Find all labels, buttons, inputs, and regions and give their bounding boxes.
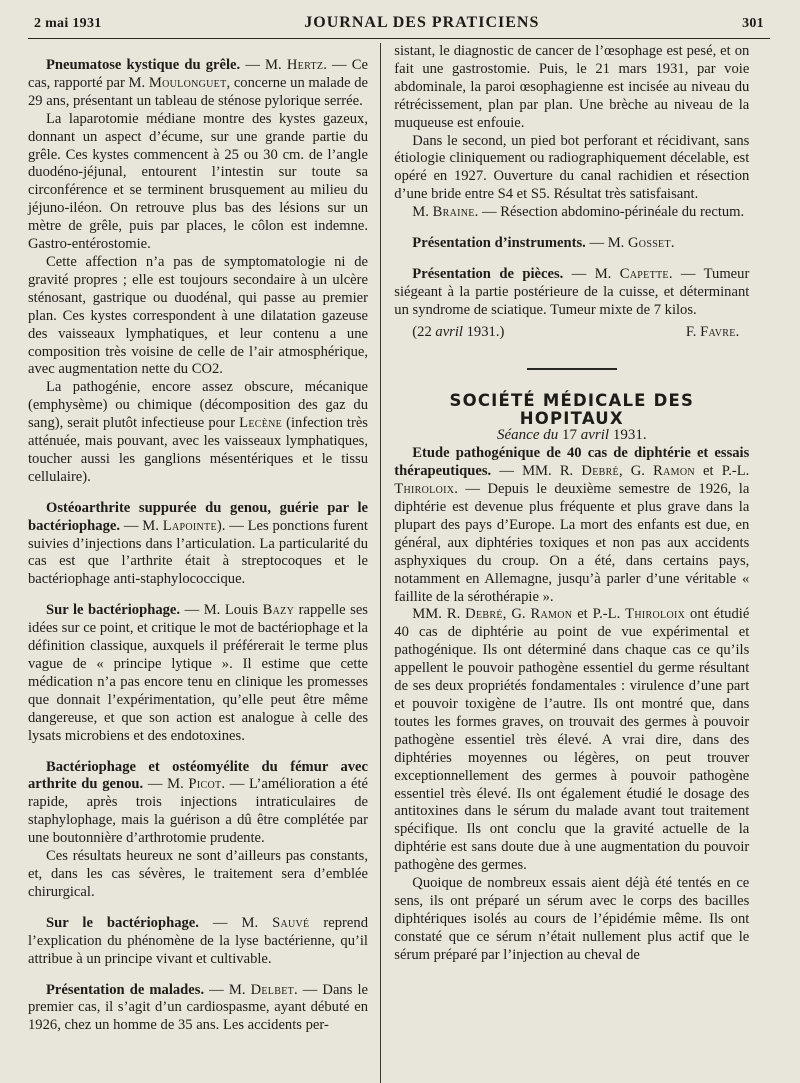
- author-name: Gosset: [627, 235, 671, 252]
- separator: et P.-L.: [572, 606, 626, 623]
- author-name: Ramon: [653, 463, 695, 480]
- dash: . —: [323, 57, 352, 73]
- paragraph: La laparotomie médiane montre des kystes gazeux, donnant un aspect d’écume, sur une grande partie du grêle. Ces kystes commencent à 25 ou 30 cm. de l’angle duodéno-jéjunal, entourent l’intestin sur toute sa circonférence et se terminent brusquement au milieu du jéjuno-iléon. On retrouve plus bas des lésions sur un mètre de grêle, puis par places, le côlon est indemne. Gastro-entérostomie.: [28, 110, 368, 253]
- paragraph-text: (infection très atténuée, mais pouvant, avec les vaisseaux lymphatiques, toucher aussi les ganglions mésentériques et le tissu cellulaire).: [28, 415, 368, 485]
- author-name: Delbet: [250, 981, 295, 998]
- dash: — M. Louis: [180, 602, 263, 619]
- entry-osteomyelite: [28, 759, 368, 902]
- paragraph: Dans le second, un pied bot perforant et récidivant, sans étiologie cliniquement ou radiographiquement décelable, est opéré en 1927. Ouverture du canal rachidien et résection d’une bride entre S4 et S5. Résultat très satisfaisant.: [394, 132, 750, 203]
- entry-title: Présentation d’instruments.: [412, 235, 586, 252]
- entry-bacteriophage-bazy: [28, 602, 368, 745]
- paragraph-text: ). — Les ponctions furent suivies d’injections dans l’articulation. La particularité du cas est que l’arthrite était à streptocoques et le bactériophage anti-staphylococcique.: [28, 517, 368, 588]
- paragraph-text: . — Tumeur siégeant à la partie postérieure de la cuisse, et déterminant un syndrome de sciatique. Tumeur mixte de 7 kilos.: [394, 265, 750, 318]
- paragraph-text: . — Depuis le deuxième semestre de 1926, la diphtérie est devenue plus fréquente et plus grave dans la plupart des pays d’Europe. La mort des enfants est due, en général, aux diphtéries toxiques et non pas aux accidents asphyxiques du croup. On a été, dans certains pays, notamment en Allemagne, jusqu’à parler d’une véritable « faillite de la sérothérapie ».: [394, 481, 750, 605]
- dash: — M.: [204, 981, 251, 998]
- entry-title: Présentation de malades.: [46, 981, 205, 998]
- signoff-date: [394, 324, 504, 342]
- author-name: Capette: [619, 265, 669, 282]
- dash: — M.: [198, 914, 273, 931]
- entry-title: Pneumatose kystique du grêle.: [46, 57, 241, 73]
- paragraph-text: , concerne un malade de 29 ans, présentant un tableau de sténose pylorique serrée.: [28, 74, 368, 109]
- date-month: avril: [435, 323, 463, 340]
- author-name: Braine: [432, 204, 475, 221]
- session-date: [394, 427, 749, 445]
- entry-title: Présentation de pièces.: [412, 265, 564, 282]
- entry-osteoarthrite: [28, 500, 368, 590]
- section-rule: [527, 368, 617, 370]
- journal-title: JOURNAL DES PRATICIENS: [304, 14, 540, 31]
- author-name: Ramon: [530, 606, 573, 623]
- session-day: 17: [561, 427, 577, 444]
- session-signoff: [394, 324, 749, 342]
- header-date: 2 mai 1931: [34, 16, 102, 31]
- entry-title: Bactériophage et ostéomyélite du fémur avec arthrite du genou.: [28, 758, 368, 793]
- entry-title: Etude pathogénique de 40 cas de diphtérie et essais thérapeutiques.: [394, 445, 750, 480]
- paragraph: Quoique de nombreux essais aient déjà été tentés en ce sens, ils ont préparé un sérum avec le corps des bacilles diphtériques isolés au cours de l’épidémie même. Ils ont constaté que ce sérum n’était nullement plus actif que le sérum préparé par l’injection au cheval de: [394, 875, 750, 963]
- entry-diphterie: [394, 445, 749, 964]
- author-name: Lecène: [239, 415, 283, 432]
- paragraph: Cette affection n’a pas de symptomatologie ni de gravité propres ; elle est toujours secondaire à un ulcère sténosant, gastrique ou duodénal, qui passe au premier plan. Ces kystes correspondent à une dilatation gazeuse des vaisseaux lymphatiques, et leur contenu a une composition très voisine de celle de l’air atmosphérique, avec augmentation nette du CO2.: [28, 253, 368, 378]
- entry-braine: [394, 204, 749, 222]
- paragraph-continued: sistant, le diagnostic de cancer de l’œsophage est pesé, et on fait une gastrostomie. Puis, le 21 mars 1931, par voie abdominale, la paroi œsophagienne est incisée au niveau du rétrécissement, plan par plan. Une brèche au niveau de la muqueuse est enfouie.: [394, 43, 750, 131]
- paragraph-text: Ce cas, rapporté par M.: [28, 57, 368, 91]
- date-part: 1931.): [462, 323, 505, 340]
- entry-pneumatose: [28, 57, 368, 487]
- paragraph-text: . — L’amélioration a été rapide, après trois injections intraticulaires de staphylophage, mais la guérison a dû être complétée par une boutonnière d’arthrotomie prudente.: [28, 776, 368, 847]
- author-name: Moulonguet: [148, 74, 227, 91]
- entry-presentation-malades: [28, 982, 368, 1036]
- left-column: [28, 43, 380, 1083]
- prefix: MM. R.: [412, 606, 466, 623]
- running-header: [28, 14, 770, 32]
- dash: — MM. R.: [491, 463, 582, 480]
- paragraph-text: ont étudié 40 cas de diphtérie au point de vue expérimental et pathogénique. Ils ont déterminé dans chaque cas ce qu’ils appellent le pouvoir pathogène essentiel du germe résultant de ses deux propriétés fondamentales : virulence d’une part et pouvoir toxigène de l’autre. Ils ont montré que, dans toutes les formes graves, on trouvait des germes à pouvoir pathogène essentiel très élevé. A vrai dire, dans des diphtéries moyennes ou légères, on peut trouver exceptionnellement des germes à pouvoir pathogène essentiel très élevé. Ils ont également étudié le dosage des antitoxines dans le sérum du malade avant tout traitement spécifique. Ils ont conclu que la gravité actuelle de la diphtérie est sans doute due à une augmentation du pouvoir pathogène des germes.: [394, 606, 750, 874]
- right-column: [381, 43, 749, 1083]
- page-number: 301: [742, 16, 764, 31]
- separator: , G.: [502, 606, 531, 623]
- dash: — M.: [240, 57, 287, 73]
- author-name: Lapointe: [162, 517, 217, 534]
- author-name: Bazy: [262, 602, 295, 619]
- two-column-body: [28, 43, 770, 1083]
- dash: — M.: [563, 265, 620, 282]
- paragraph-text: . — Dans le premier cas, il s’agit d’un cardiospasme, ayant débuté en 1926, chez un homme de 35 ans. Les accidents per-: [28, 981, 369, 1034]
- author-name: Hertz: [286, 57, 324, 73]
- society-heading: SOCIÉTÉ MÉDICALE DES HOPITAUX: [449, 390, 695, 428]
- date-part: (22: [412, 323, 436, 340]
- signer-name: Favre: [700, 323, 736, 340]
- entry-bacteriophage-sauve: [28, 915, 368, 969]
- paragraph-text: rappelle ses idées sur ce point, et critique le mot de bactériophage et la définition classique, auxquels il préférerait le terme plus vague de « principe lytique ». Il estime que cette médication n’a pas encore tenu en clinique les promesses que donnait l’expérimentation, qu’elle peut être même dangereuse, et que son action est analogue à celle des lysats microbiens et des endotoxines.: [28, 602, 368, 744]
- session-year: 1931.: [612, 427, 647, 444]
- entry-pieces: [394, 266, 749, 342]
- signoff-signer: [686, 324, 749, 342]
- paragraph-text: reprend l’explication du phénomène de la lyse bactérienne, qu’il attribue à un principe vivant et cultivable.: [28, 914, 368, 967]
- dash: — M.: [585, 235, 628, 252]
- session-month: avril: [576, 427, 613, 444]
- session-part: Séance du: [497, 427, 562, 444]
- header-rule: [28, 38, 770, 39]
- entry-title: Sur le bactériophage.: [46, 602, 181, 619]
- punctuation: .: [735, 323, 740, 340]
- separator: , G.: [618, 463, 654, 480]
- entry-title: Ostéoarthrite suppurée du genou, guérie par le bactériophage.: [28, 499, 368, 534]
- author-name: Thiroloix: [625, 606, 686, 623]
- paragraph-text: La pathogénie, encore assez obscure, mécanique (emphysème) ou chimique (décomposition des gaz du sang), serait plutôt infectieuse pour: [28, 379, 368, 432]
- author-name: Thiroloix: [394, 481, 455, 498]
- signer-initial: F.: [685, 323, 701, 340]
- punctuation: .: [670, 235, 675, 252]
- author-name: Debré: [465, 606, 503, 623]
- entry-instruments: [394, 235, 749, 253]
- prefix: M.: [412, 204, 433, 221]
- dash: — M.: [120, 517, 163, 534]
- entry-title: Sur le bactériophage.: [46, 914, 199, 931]
- author-name: Sauvé: [272, 914, 310, 931]
- dash: — M.: [143, 776, 189, 793]
- paragraph-text: . — Résection abdomino-périnéale du rectum.: [474, 204, 745, 221]
- separator: et P.-L.: [694, 463, 750, 480]
- paragraph: Ces résultats heureux ne sont d’ailleurs pas constants, et, dans les cas sévères, le traitement sera d’emblée chirurgical.: [28, 848, 368, 900]
- author-name: Picot: [188, 776, 222, 793]
- author-name: Debré: [581, 463, 619, 480]
